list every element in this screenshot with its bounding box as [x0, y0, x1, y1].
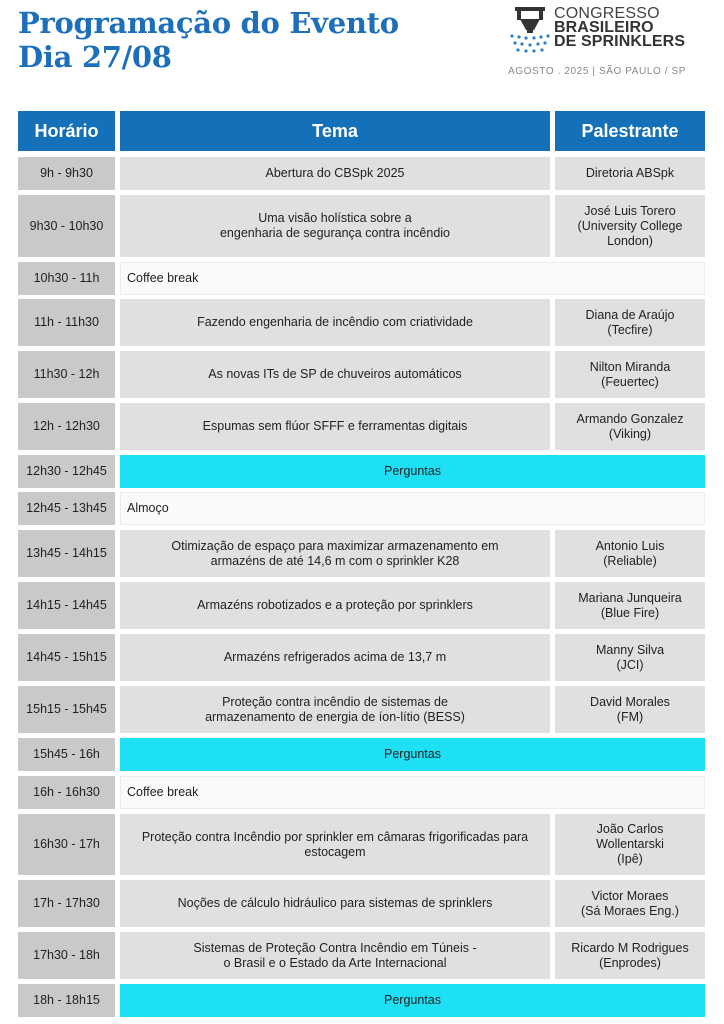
time-cell: 15h15 - 15h45	[18, 686, 115, 733]
logo-wordmark	[554, 7, 685, 49]
speaker-cell: Manny Silva (JCI)	[555, 634, 705, 681]
speaker-cell: João Carlos Wollentarski (Ipê)	[555, 814, 705, 875]
page-title	[18, 6, 399, 74]
theme-cell: Sistemas de Proteção Contra Incêndio em Túneis - o Brasil e o Estado da Arte Internacional	[120, 932, 550, 979]
speaker-cell: Antonio Luis (Reliable)	[555, 530, 705, 577]
speaker-cell: Diana de Araújo (Tecfire)	[555, 299, 705, 346]
time-cell: 18h - 18h15	[18, 984, 115, 1017]
theme-cell: Espumas sem flúor SFFF e ferramentas digitais	[120, 403, 550, 450]
sprinkler-logo-icon	[508, 6, 552, 56]
event-logo	[508, 6, 708, 78]
theme-cell: Fazendo engenharia de incêndio com criatividade	[120, 299, 550, 346]
logo-line-2: BRASILEIRO	[554, 19, 654, 36]
theme-cell: Noções de cálculo hidráulico para sistemas de sprinklers	[120, 880, 550, 927]
theme-cell: Uma visão holística sobre a engenharia de segurança contra incêndio	[120, 195, 550, 257]
speaker-cell: José Luis Torero (University College London)	[555, 195, 705, 257]
theme-cell: Armazéns refrigerados acima de 13,7 m	[120, 634, 550, 681]
speaker-cell: David Morales (FM)	[555, 686, 705, 733]
theme-cell: Proteção contra incêndio de sistemas de armazenamento de energia de íon-lítio (BESS)	[120, 686, 550, 733]
time-cell: 9h30 - 10h30	[18, 195, 115, 257]
theme-cell: Otimização de espaço para maximizar armazenamento em armazéns de até 14,6 m com o sprinkler K28	[120, 530, 550, 577]
time-cell: 16h30 - 17h	[18, 814, 115, 875]
theme-cell: Armazéns robotizados e a proteção por sprinklers	[120, 582, 550, 629]
questions-cell: Perguntas	[120, 984, 705, 1017]
title-line-2: Dia 27/08	[18, 40, 172, 74]
time-cell: 9h - 9h30	[18, 157, 115, 190]
time-cell: 15h45 - 16h	[18, 738, 115, 771]
logo-line-3: DE SPRINKLERS	[554, 33, 686, 50]
theme-cell: Abertura do CBSpk 2025	[120, 157, 550, 190]
logo-subtitle: AGOSTO . 2025 | SÃO PAULO / SP	[508, 66, 687, 77]
time-cell: 11h - 11h30	[18, 299, 115, 346]
theme-cell: Proteção contra Incêndio por sprinkler em câmaras frigorificadas para estocagem	[120, 814, 550, 875]
speaker-cell: Diretoria ABSpk	[555, 157, 705, 190]
header-palestrante: Palestrante	[555, 111, 705, 151]
time-cell: 11h30 - 12h	[18, 351, 115, 398]
speaker-cell: Nilton Miranda (Feuertec)	[555, 351, 705, 398]
title-line-1: Programação do Evento	[18, 6, 399, 40]
break-cell: Almoço	[120, 492, 705, 525]
break-cell: Coffee break	[120, 776, 705, 809]
speaker-cell: Ricardo M Rodrigues (Enprodes)	[555, 932, 705, 979]
theme-cell: As novas ITs de SP de chuveiros automáticos	[120, 351, 550, 398]
header-tema: Tema	[120, 111, 550, 151]
break-cell: Coffee break	[120, 262, 705, 295]
time-cell: 14h45 - 15h15	[18, 634, 115, 681]
time-cell: 10h30 - 11h	[18, 262, 115, 295]
time-cell: 17h - 17h30	[18, 880, 115, 927]
time-cell: 14h15 - 14h45	[18, 582, 115, 629]
time-cell: 12h - 12h30	[18, 403, 115, 450]
speaker-cell: Victor Moraes (Sá Moraes Eng.)	[555, 880, 705, 927]
speaker-cell: Mariana Junqueira (Blue Fire)	[555, 582, 705, 629]
time-cell: 17h30 - 18h	[18, 932, 115, 979]
time-cell: 13h45 - 14h15	[18, 530, 115, 577]
time-cell: 12h30 - 12h45	[18, 455, 115, 488]
header-horario: Horário	[18, 111, 115, 151]
time-cell: 12h45 - 13h45	[18, 492, 115, 525]
questions-cell: Perguntas	[120, 738, 705, 771]
logo-line-1: CONGRESSO	[554, 5, 660, 22]
time-cell: 16h - 16h30	[18, 776, 115, 809]
speaker-cell: Armando Gonzalez (Viking)	[555, 403, 705, 450]
questions-cell: Perguntas	[120, 455, 705, 488]
